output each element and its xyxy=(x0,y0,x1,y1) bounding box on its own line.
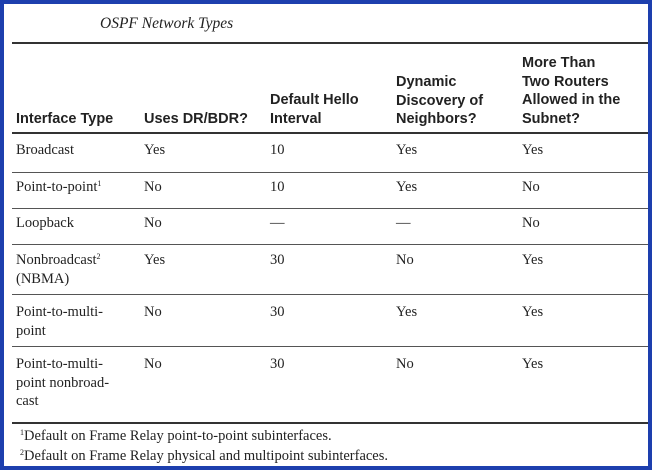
table-caption: OSPF Network Types xyxy=(100,15,234,32)
footnote-1 xyxy=(20,428,332,445)
cell-multi: Yes xyxy=(522,252,544,268)
footnote-text: Default on Frame Relay physical and multipoint subinterfaces. xyxy=(24,448,389,464)
cell-dynamic: No xyxy=(396,356,414,372)
footnote-mark: 1 xyxy=(20,428,24,437)
footnote-reference: 1 xyxy=(97,179,102,188)
cell-dynamic: No xyxy=(396,252,414,268)
header-uses-dr-bdr-text: Uses DR/BDR? xyxy=(144,111,248,127)
header-more-line: More Than xyxy=(522,55,596,71)
cell-hello: 10 xyxy=(270,179,285,195)
interface-type-line: point xyxy=(16,322,46,339)
cell-interface-type xyxy=(16,214,74,233)
cell-dr: Yes xyxy=(144,252,166,268)
footnote-2 xyxy=(20,448,388,465)
cell-dynamic: Yes xyxy=(396,142,418,158)
header-default-hello xyxy=(270,91,359,128)
cell-dr: No xyxy=(144,215,162,231)
interface-type-line: cast xyxy=(16,393,39,409)
cell-dr: No xyxy=(144,304,162,320)
cell-multi: No xyxy=(522,215,540,231)
cell-multi: Yes xyxy=(522,142,544,158)
header-hello-line: Default Hello xyxy=(270,92,359,108)
cell-interface-type xyxy=(16,178,101,197)
interface-type-line: Loopback xyxy=(16,215,74,231)
interface-type-line xyxy=(16,178,101,197)
header-interface-type xyxy=(16,110,113,129)
cell-multi: Yes xyxy=(522,304,544,320)
cell-hello: 30 xyxy=(270,356,285,372)
cell-interface-type xyxy=(16,251,101,288)
header-dynamic-line: Dynamic xyxy=(396,74,457,90)
row-divider xyxy=(12,294,648,295)
interface-type-line: Broadcast xyxy=(16,142,74,158)
header-more-line: Two Routers xyxy=(522,73,609,90)
cell-multi: No xyxy=(522,179,540,195)
header-dynamic-line: Discovery of xyxy=(396,92,484,109)
interface-type-text: Point-to-point xyxy=(16,179,98,195)
cell-dynamic: Yes xyxy=(396,179,418,195)
row-divider xyxy=(12,244,648,245)
cell-hello: 30 xyxy=(270,304,285,320)
header-dynamic-line: Neighbors? xyxy=(396,111,477,127)
header-more-than-two xyxy=(522,54,620,128)
interface-type-line: (NBMA) xyxy=(16,270,70,287)
interface-type-line: Point-to-multi- xyxy=(16,304,103,320)
cell-dr: No xyxy=(144,179,162,195)
interface-type-text: Nonbroadcast xyxy=(16,252,97,268)
cell-interface-type xyxy=(16,355,109,411)
cell-dr: No xyxy=(144,356,162,372)
row-divider xyxy=(12,172,648,173)
cell-dynamic: — xyxy=(396,215,411,231)
footnote-mark: 2 xyxy=(20,448,24,457)
header-rule xyxy=(12,132,648,134)
footnote-reference: 2 xyxy=(96,252,101,261)
row-divider xyxy=(12,208,648,209)
interface-type-line: point nonbroad- xyxy=(16,374,110,391)
bottom-rule xyxy=(12,422,648,424)
cell-interface-type xyxy=(16,303,103,340)
cell-hello: 30 xyxy=(270,252,285,268)
cell-hello: — xyxy=(270,215,285,231)
interface-type-line: Point-to-multi- xyxy=(16,356,103,372)
cell-hello: 10 xyxy=(270,142,285,158)
cell-multi: Yes xyxy=(522,356,544,372)
header-more-line: Subnet? xyxy=(522,110,580,127)
header-hello-line: Interval xyxy=(270,110,322,127)
footnote-text: Default on Frame Relay point-to-point subinterfaces. xyxy=(24,428,332,444)
header-dynamic-discovery xyxy=(396,73,483,129)
header-more-line: Allowed in the xyxy=(522,92,621,108)
cell-dynamic: Yes xyxy=(396,304,418,320)
top-rule xyxy=(12,42,648,44)
cell-interface-type xyxy=(16,141,74,160)
interface-type-line xyxy=(16,251,101,270)
row-divider xyxy=(12,346,648,347)
header-uses-dr-bdr xyxy=(144,110,248,129)
header-interface-type-text: Interface Type xyxy=(16,111,114,127)
cell-dr: Yes xyxy=(144,142,166,158)
